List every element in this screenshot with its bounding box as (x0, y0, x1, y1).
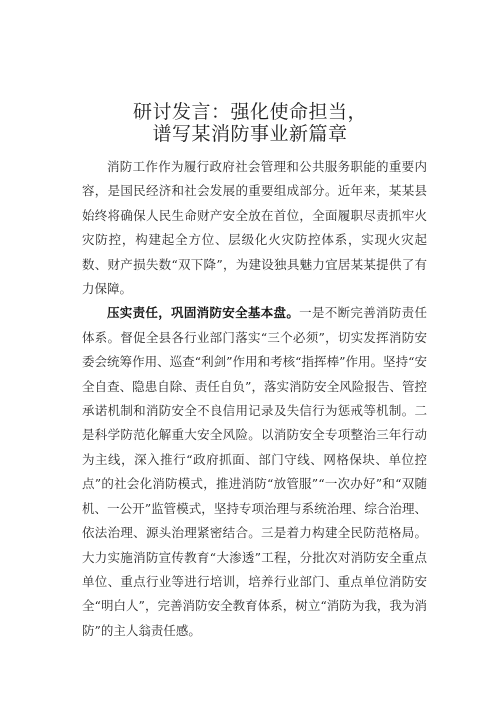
paragraph-heading: 压实责任，巩固消防安全基本盘。 (107, 305, 300, 321)
document-title (60, 101, 440, 145)
title-line-2: 谱写某消防事业新篇章 (152, 122, 348, 145)
document-body (82, 155, 427, 643)
title-line-1: 研讨发言：强化使命担当， (132, 100, 367, 123)
paragraph-responsibility (82, 301, 427, 643)
paragraph-responsibility-text: 一是不断完善消防责任体系。督促全县各行业部门落实“三个必须”，切实发挥消防安委会统筹作用、巡查“利剑”作用和考核“指挥棒”作用。坚持“安全自查、隐患自除、责任自负”，落实消防安全风险报告、管控承诺机制和消防安全不良信用记录及失信行为惩戒等机制。二是科学防范化解重大安全风险。以消防安全专项整治三年行动为主线，深入推行“政府抓面、部门守线、网格保块、单位控点”的社会化消防模式，推进消防“放管服”“一次办好”和“双随机、一公开”监管模式，坚持专项治理与系统治理、综合治理、依法治理、源头治理紧密结合。三是着力构建全民防范格局。大力实施消防宣传教育“大渗透”工程，分批次对消防安全重点单位、重点行业等进行培训，培养行业部门、重点单位消防安全“明白人”，完善消防安全教育体系，树立“消防为我，我为消防”的主人翁责任感。 (82, 305, 427, 638)
paragraph-intro (82, 155, 427, 301)
paragraph-intro-text: 消防工作作为履行政府社会管理和公共服务职能的重要内容，是国民经济和社会发展的重要组成部分。近年来，某某县始终将确保人民生命财产安全放在首位，全面履职尽责抓牢火灾防控，构建起全方位、层级化火灾防控体系，实现火灾起数、财产损失数“双下降”，为建设独具魅力宜居某某提供了有力保障。 (82, 159, 427, 297)
